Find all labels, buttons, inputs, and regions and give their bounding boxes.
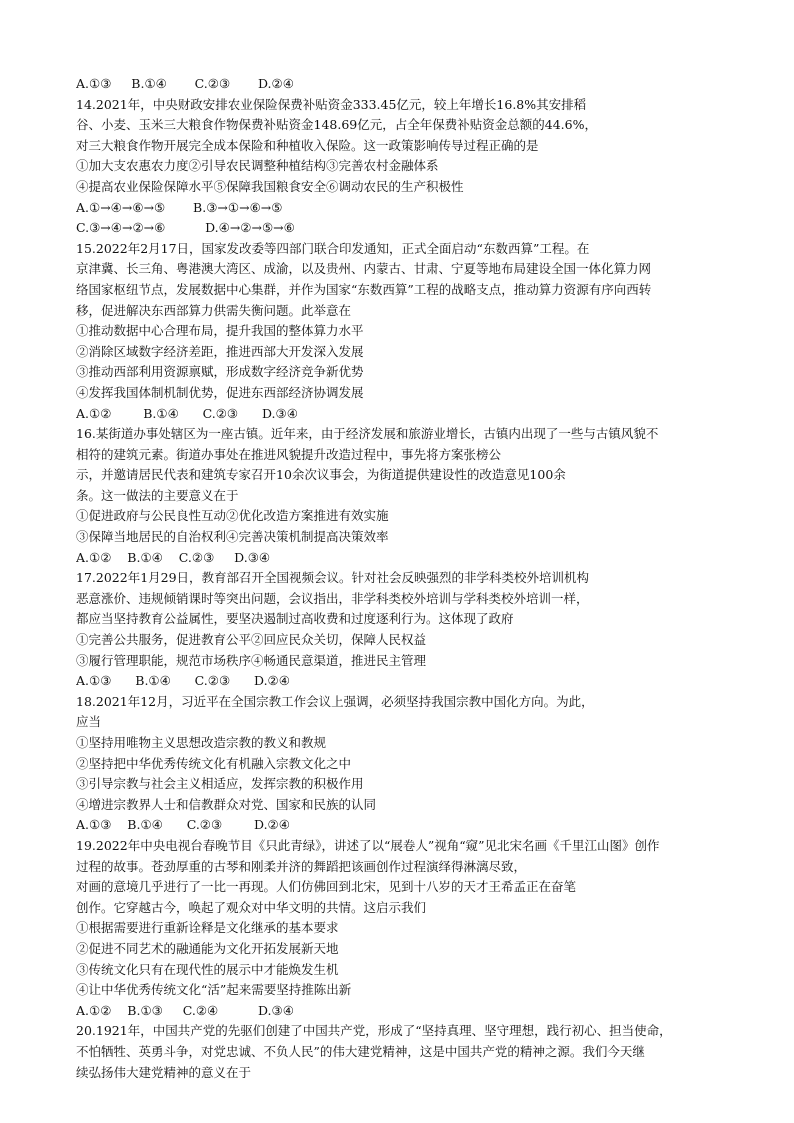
text-line: ③推动西部利用资源禀赋，形成数字经济竞争新优势 xyxy=(76,364,364,380)
text-line: 对三大粮食作物开展完全成本保险和种植收入保险。这一政策影响传导过程正确的是 xyxy=(76,137,539,153)
text-line: ①推动数据中心合理布局，提升我国的整体算力水平 xyxy=(76,323,364,339)
exam-page xyxy=(76,74,736,1083)
text-line: ③履行管理职能，规范市场秩序④畅通民意渠道，推进民主管理 xyxy=(76,652,427,668)
text-line: 京津冀、长三角、粤港澳大湾区、成渝，以及贵州、内蒙古、甘肃、宁夏等地布局建设全国一体化算力网 xyxy=(76,261,652,277)
text-line: 条。这一做法的主要意义在于 xyxy=(76,487,239,503)
text-line: ①加大支农惠农力度②引导农民调整种植结构③完善农村金融体系 xyxy=(76,158,439,174)
text-line: 恶意涨价、违规倾销课时等突出问题，会议指出，非学科类校外培训与学科类校外培训一样， xyxy=(76,590,589,606)
text-line: 都应当坚持教育公益属性，要坚决遏制过高收费和过度逐利行为。这体现了政府 xyxy=(76,611,514,627)
text-line: A.①② B.①③ C.②④ D.③④ xyxy=(76,1002,294,1018)
text-line: 过程的故事。苍劲厚重的古琴和刚柔并济的舞蹈把该画创作过程演绎得淋漓尽致， xyxy=(76,858,527,874)
text-line: 对画的意境几乎进行了一比一再现。人们仿佛回到北宋，见到十八岁的天才王希孟正在奋笔 xyxy=(76,879,577,895)
text-line: ②促进不同艺术的融通能为文化开拓发展新天地 xyxy=(76,940,339,956)
text-line: ④增进宗教界人士和信教群众对党、国家和民族的认同 xyxy=(76,796,377,812)
text-line: ②坚持把中华优秀传统文化有机融入宗教文化之中 xyxy=(76,755,352,771)
text-line: 应当 xyxy=(76,714,102,730)
text-line: A.①③ B.①④ C.②③ D.②④ xyxy=(76,673,290,689)
text-line: 14.2021年，中央财政安排农业保险保费补贴资金333.45亿元，较上年增长16.8%其安排稻 xyxy=(76,96,587,112)
text-line: 不怕牺牲、英勇斗争，对党忠诚、不负人民”的伟大建党精神，这是中国共产党的精神之源。我们今天继 xyxy=(76,1043,645,1059)
text-line: 创作。它穿越古今，唤起了观众对中华文明的共情。这启示我们 xyxy=(76,899,427,915)
text-line: ③保障当地居民的自治权利④完善决策机制提高决策效率 xyxy=(76,529,389,545)
text-line: 15.2022年2月17日，国家发改委等四部门联合印发通知，正式全面启动“东数西算”工程。在 xyxy=(76,240,590,256)
text-line: 19.2022年中央电视台春晚节目《只此青绿》，讲述了以“展卷人”视角“窥”见北宋名画《千里江山图》创作 xyxy=(76,837,660,853)
text-line: 20.1921年，中国共产党的先驱们创建了中国共产党，形成了“坚持真理、坚守理想，践行初心、担当使命， xyxy=(76,1023,672,1039)
text-line: 16.某街道办事处辖区为一座古镇。近年来，由于经济发展和旅游业增长，古镇内出现了一些与古镇风貌不 xyxy=(76,426,659,442)
text-line: 移，促进解决东西部算力供需失衡问题。此举意在 xyxy=(76,302,352,318)
text-line: ④发挥我国体制机制优势，促进东西部经济协调发展 xyxy=(76,384,364,400)
text-line: 络国家枢纽节点，发展数据中心集群，并作为国家“东数西算”工程的战略支点，推动算力资源有序向西转 xyxy=(76,281,652,297)
text-line: ③传统文化只有在现代性的展示中才能焕发生机 xyxy=(76,961,339,977)
text-line: ②消除区域数字经济差距，推进西部大开发深入发展 xyxy=(76,343,364,359)
text-line: C.③→④→②→⑥ D.④→②→⑤→⑥ xyxy=(76,220,295,236)
text-line: A.①② B.①④ C.②③ D.③④ xyxy=(76,405,298,421)
text-line: A.①② B.①④ C.②③ D.③④ xyxy=(76,549,271,565)
text-line: ①促进政府与公民良性互动②优化改造方案推进有效实施 xyxy=(76,508,389,524)
text-line: A.①③ B.①④ C.②③ D.②④ xyxy=(76,817,290,833)
text-line: ④提高农业保险保障水平⑤保障我国粮食安全⑥调动农民的生产积极性 xyxy=(76,178,464,194)
text-line: 示，并邀请居民代表和建筑专家召开10余次议事会，为街道提供建设性的改造意见100余 xyxy=(76,467,566,483)
text-line: ①完善公共服务，促进教育公平②回应民众关切，保障人民权益 xyxy=(76,632,427,648)
text-line: 18.2021年12月，习近平在全国宗教工作会议上强调，必须坚持我国宗教中国化方向。为此， xyxy=(76,693,594,709)
text-line: 17.2022年1月29日，教育部召开全国视频会议。针对社会反映强烈的非学科类校外培训机构 xyxy=(76,570,590,586)
text-line: ①坚持用唯物主义思想改造宗教的教义和教规 xyxy=(76,735,327,750)
text-line: ①根据需要进行重新诠释是文化继承的基本要求 xyxy=(76,920,339,936)
text-line: ③引导宗教与社会主义相适应，发挥宗教的积极作用 xyxy=(76,776,364,792)
text-line: ④让中华优秀传统文化“活”起来需要坚持推陈出新 xyxy=(76,982,352,998)
text-line: 续弘扬伟大建党精神的意义在于 xyxy=(76,1064,252,1080)
text-line: A.①→④→⑥→⑤ B.③→①→⑥→⑤ xyxy=(76,199,283,215)
text-line: 谷、小麦、玉米三大粮食作物保费补贴资金148.69亿元，占全年保费补贴资金总额的44.6%， xyxy=(76,117,597,133)
text-line: A.①③ B.①④ C.②③ D.②④ xyxy=(76,76,294,91)
text-line: 相符的建筑元素。街道办事处在推进风貌提升改造过程中，事先将方案张榜公 xyxy=(76,446,502,462)
